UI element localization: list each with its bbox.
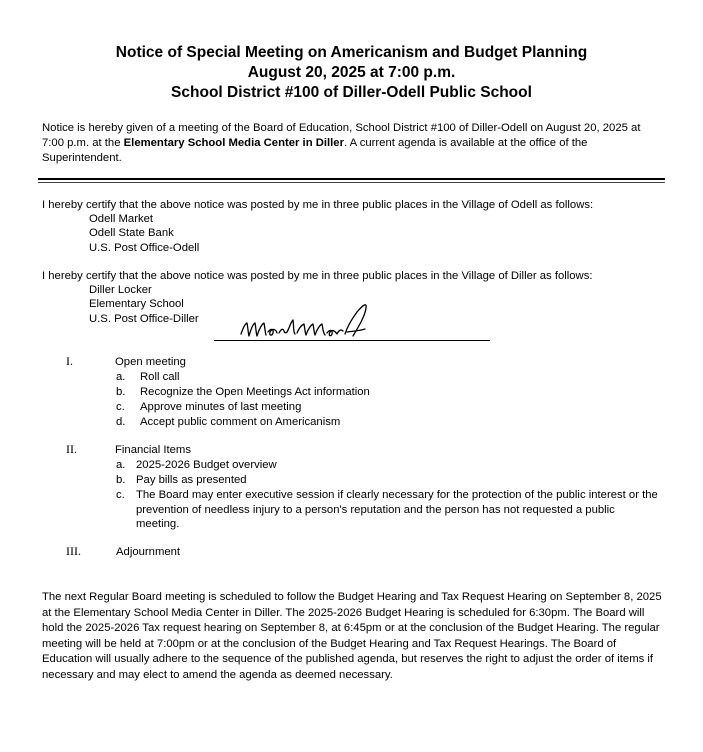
signature-line — [214, 340, 490, 341]
posting-place: U.S. Post Office-Odell — [89, 242, 200, 254]
posting-place: Odell State Bank — [89, 227, 174, 239]
posting-place: Diller Locker — [89, 284, 152, 296]
footer-paragraph: The next Regular Board meeting is scheduled to follow the Budget Hearing and Tax Request Hearing on September 8, 2025 at the Elementary School Media Center in Diller. The 2025-2026 Budget Hearing is scheduled for 6:30pm. The Board will hold the 2025-2026 Tax request hearing on September 8, at 6:45pm or at the conclusion of the Budget Hearing. The regular meeting will be held at 7:00pm or at the conclusion of the Budget Hearing and Tax Request Hearings. The Board of Education will usually adhere to the sequence of the published agenda, but reserves the right to adjust the order of items if necessary and may elect to amend the agenda as deemed necessary. — [42, 591, 662, 681]
agenda-item-letter: a. — [116, 371, 126, 383]
agenda-item-letter: d. — [116, 416, 126, 428]
agenda-item: 2025-2026 Budget overview — [136, 459, 277, 471]
posting-place: Elementary School — [89, 298, 184, 310]
posting-place: U.S. Post Office-Diller — [89, 313, 199, 325]
agenda-item-letter: c. — [116, 401, 125, 413]
posting-place: Odell Market — [89, 213, 154, 225]
certification-statement-odell: I hereby certify that the above notice was posted by me in three public places in the Village of Odell as follows: — [42, 199, 594, 211]
agenda-item: Approve minutes of last meeting — [140, 401, 302, 413]
notice-text-after: . A current agenda is available at the office of the Superintendent. — [42, 137, 588, 164]
document-title-line-1: Notice of Special Meeting on Americanism and Budget Planning — [115, 44, 588, 61]
document-title-line-3: School District #100 of Diller-Odell Public School — [171, 84, 532, 101]
divider-rule — [38, 178, 665, 180]
agenda-item: The Board may enter executive session if clearly necessary for the protection of the public interest or the prevention of needless injury to a person's reputation and the person has not requested a public meeting. — [136, 489, 658, 530]
agenda-numeral: I. — [66, 354, 73, 368]
agenda-heading: Open meeting — [115, 356, 186, 368]
agenda-item-letter: b. — [116, 386, 126, 398]
agenda-heading: Adjournment — [116, 546, 181, 558]
agenda-heading: Financial Items — [115, 444, 191, 456]
meeting-notice — [42, 121, 662, 166]
divider-rule-thin — [38, 182, 665, 183]
agenda-numeral: II. — [66, 442, 77, 456]
notice-location: Elementary School Media Center in Diller — [123, 137, 344, 149]
agenda-item-letter: a. — [116, 459, 126, 471]
notice-text-before: Notice is hereby given of a meeting of the Board of Education, School District #100 of Diller-Odell on August 20, 2025 at 7:00 p.m. at the — [42, 122, 641, 149]
agenda-item: Accept public comment on Americanism — [140, 416, 341, 428]
agenda-numeral: III. — [66, 544, 81, 558]
agenda-item: Roll call — [140, 371, 180, 383]
agenda-item-letter: b. — [116, 474, 126, 486]
document-title-line-2: August 20, 2025 at 7:00 p.m. — [247, 64, 456, 81]
agenda-item: Recognize the Open Meetings Act information — [140, 386, 370, 398]
agenda-item-letter: c. — [116, 489, 125, 501]
handwritten-signature — [235, 298, 415, 344]
agenda-item: Pay bills as presented — [136, 474, 247, 486]
certification-statement-diller: I hereby certify that the above notice was posted by me in three public places in the Village of Diller as follows: — [42, 270, 593, 282]
